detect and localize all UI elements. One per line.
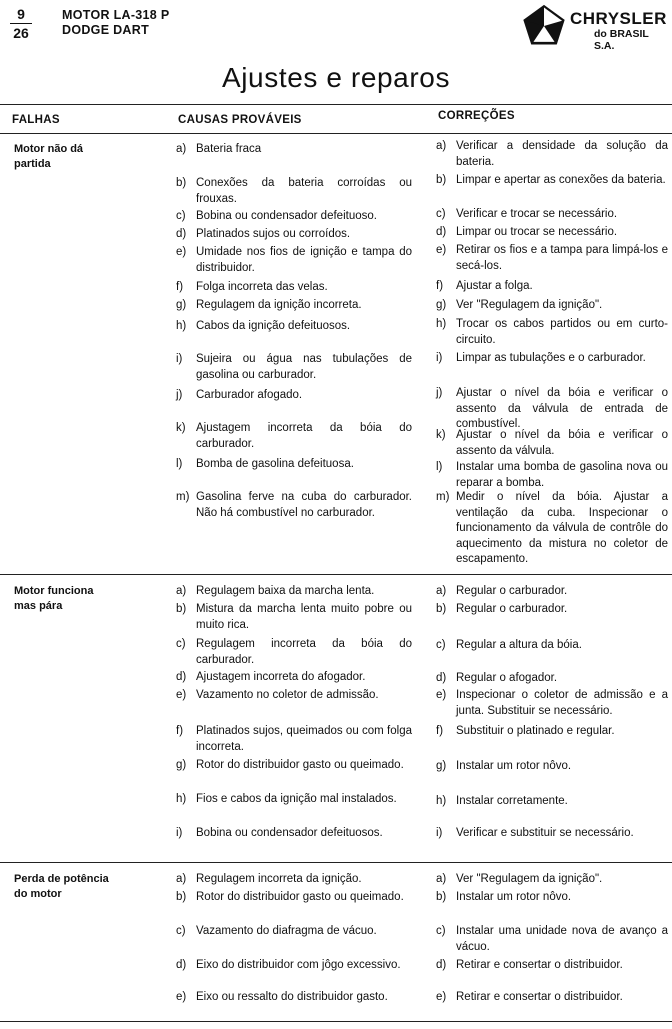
header-rule-top [0,104,672,105]
causa-item-key: i) [176,827,183,839]
causa-item-text: Regulagem baixa da marcha lenta. [196,585,375,597]
causa-item-text: Eixo ou ressalto do distribuidor gasto. [196,991,388,1003]
column-header-correcoes: CORREÇÕES [438,110,515,122]
correcao-item-text: Retirar os fios e a tampa para limpá-los e secá-los. [456,244,668,272]
causa-item-key: f) [176,725,184,737]
correcao-item-key: a) [436,585,447,597]
correcao-item [436,724,668,740]
correcao-item [436,139,668,170]
correcao-item [436,794,668,810]
correcao-item [436,584,668,600]
causa-item-key: e) [176,991,187,1003]
causa-item-text: Vazamento no coletor de admissão. [196,689,379,701]
causa-item-key: d) [176,671,187,683]
causa-item-text: Fios e cabos da ignição mal instalados. [196,793,397,805]
correcao-item-text: Medir o nível da bóia. Ajustar a ventilação da cuba. Inspecionar o funcionamento da válvula de contrôle do aquecimento da mistura no coletor de escapamento. [456,491,668,565]
correcao-item-key: l) [436,461,443,473]
correcao-item-text: Regular o carburador. [456,585,568,597]
header-line2: DODGE DART [62,23,150,37]
correcao-item [436,890,668,906]
causa-item-key: g) [176,759,187,771]
causa-item-key: b) [176,603,187,615]
correcao-item [436,460,668,491]
correcao-item-text: Ajustar o nível da bóia e verificar o assento da válvula de entrada de combustível. [456,387,668,430]
correcao-item-key: i) [436,352,443,364]
causa-item-text: Ajustagem incorreta da bóia do carburador. [196,422,412,450]
pentastar-logo-icon [522,4,566,48]
falha-label: Motor funciona mas pára [14,585,94,612]
causa-item-key: c) [176,925,186,937]
causa-item [176,209,412,225]
page-number-bottom: 26 [13,25,29,41]
correcao-item-key: g) [436,299,447,311]
correcao-item-text: Instalar uma bomba de gasolina nova ou reparar a bomba. [456,461,668,489]
causa-item-text: Mistura da marcha lenta muito pobre ou muito rica. [196,603,412,631]
causa-item-key: a) [176,585,187,597]
causa-item-key: c) [176,638,186,650]
causa-item [176,958,412,974]
correcao-item [436,872,668,888]
correcao-item [436,173,668,189]
correcao-item-key: k) [436,429,446,441]
correcao-item [436,386,668,433]
correcao-item-text: Ver "Regulagem da ignição". [456,299,603,311]
causa-item [176,176,412,207]
correcao-item [436,759,668,775]
correcao-item [436,490,668,568]
causa-item-text: Carburador afogado. [196,389,303,401]
causa-item [176,724,412,755]
brand-name: CHRYSLER [570,9,667,28]
correcao-item-text: Inspecionar o coletor de admissão e a junta. Substituir se necessário. [456,689,668,717]
correcao-item [436,924,668,955]
causa-item-key: c) [176,210,186,222]
correcao-item [436,225,668,241]
correcao-item [436,279,668,295]
causa-item-key: k) [176,422,186,434]
correcao-item [436,298,668,314]
correcao-item-key: a) [436,873,447,885]
causa-item-text: Bateria fraca [196,143,262,155]
causa-item-text: Bobina ou condensador defeituoso. [196,210,377,222]
causa-item-text: Ajustagem incorreta do afogador. [196,671,366,683]
correcao-item-key: j) [436,387,443,399]
causa-item-key: e) [176,246,187,258]
column-header-falhas: FALHAS [12,114,60,126]
causa-item-key: h) [176,793,187,805]
correcao-item-text: Instalar corretamente. [456,795,568,807]
section-rule-3 [0,1021,672,1022]
causa-item [176,990,412,1006]
correcao-item-key: d) [436,959,447,971]
causa-item-text: Platinados sujos, queimados ou com folga incorreta. [196,725,412,753]
correcao-item-text: Ver "Regulagem da ignição". [456,873,603,885]
header-rule-bottom [0,133,672,134]
correcao-item-key: i) [436,827,443,839]
header-line1: MOTOR LA-318 P [62,8,170,22]
correcao-item-text: Ajustar a folga. [456,280,533,292]
causa-item-key: h) [176,320,187,332]
page-title: Ajustes e reparos [221,62,451,93]
column-header-causas: CAUSAS PROVÁVEIS [178,114,302,126]
causa-item [176,637,412,668]
causa-item-text: Eixo do distribuidor com jôgo excessivo. [196,959,401,971]
causa-item [176,490,412,521]
correcao-item [436,602,668,618]
causa-item [176,924,412,940]
causa-item-key: b) [176,891,187,903]
correcao-item-key: f) [436,280,444,292]
causa-item-text: Regulagem da ignição incorreta. [196,299,362,311]
causa-item [176,280,412,296]
causa-item-key: a) [176,143,187,155]
correcao-item [436,317,668,348]
causa-item-text: Regulagem incorreta da ignição. [196,873,362,885]
correcao-item-key: h) [436,795,447,807]
correcao-item-key: e) [436,689,447,701]
causa-item [176,457,412,473]
falha-label: Perda de potência do motor [14,873,109,900]
causa-item-key: b) [176,177,187,189]
causa-item [176,245,412,276]
correcao-item-key: e) [436,244,447,256]
causa-item-text: Gasolina ferve na cuba do carburador. Não há combustível no carburador. [196,491,412,519]
correcao-item-text: Substituir o platinado e regular. [456,725,615,737]
causa-item-key: a) [176,873,187,885]
page-number [10,6,32,41]
correcao-item-text: Regular a altura da bóia. [456,639,582,651]
causa-item-key: e) [176,689,187,701]
correcao-item [436,688,668,719]
correcao-item-key: a) [436,140,447,152]
correcao-item-text: Trocar os cabos partidos ou em curto-circuito. [456,318,668,346]
correcao-item [436,638,668,654]
correcao-item-key: c) [436,639,446,651]
correcao-item-text: Verificar e substituir se necessário. [456,827,634,839]
causa-item [176,319,412,335]
correcao-item-key: g) [436,760,447,772]
causa-item-key: f) [176,281,184,293]
causa-item [176,890,412,906]
causa-item [176,792,412,808]
brand [522,4,668,52]
header-title [62,8,169,38]
causa-item [176,227,412,243]
causa-item-text: Cabos da ignição defeituosos. [196,320,351,332]
correcao-item-key: m) [436,491,450,503]
falha-label: Motor não dá partida [14,143,84,170]
causa-item-key: l) [176,458,183,470]
causa-item [176,688,412,704]
correcao-item-text: Retirar e consertar o distribuidor. [456,991,623,1003]
correcao-item-text: Regular o carburador. [456,603,568,615]
correcao-item-key: c) [436,208,446,220]
causa-item-text: Bobina ou condensador defeituosos. [196,827,383,839]
causa-item-text: Regulagem incorreta da bóia do carburador. [196,638,412,666]
correcao-item-key: c) [436,925,446,937]
correcao-item-key: b) [436,174,447,186]
correcao-item-key: d) [436,226,447,238]
correcao-item [436,243,668,274]
causa-item-text: Rotor do distribuidor gasto ou queimado. [196,891,404,903]
causa-item [176,872,412,888]
page-number-top: 9 [17,6,25,22]
correcao-item-key: e) [436,991,447,1003]
brand-subtitle: do BRASIL S.A. [594,28,649,52]
causa-item [176,584,412,600]
correcao-item-text: Limpar ou trocar se necessário. [456,226,618,238]
correcao-item [436,671,668,687]
correcao-item-text: Ajustar o nível da bóia e verificar o assento da válvula. [456,429,668,457]
correcao-item [436,428,668,459]
correcao-item-text: Retirar e consertar o distribuidor. [456,959,623,971]
section-rule-2 [0,862,672,863]
causa-item-key: i) [176,353,183,365]
correcao-item-key: b) [436,603,447,615]
correcao-item-text: Limpar e apertar as conexões da bateria. [456,174,666,186]
correcao-item-text: Verificar e trocar se necessário. [456,208,618,220]
causa-item [176,352,412,383]
causa-item [176,388,412,404]
correcao-item-text: Regular o afogador. [456,672,558,684]
correcao-item-text: Instalar um rotor nôvo. [456,760,572,772]
causa-item-key: j) [176,389,183,401]
causa-item-key: d) [176,228,187,240]
causa-item-text: Conexões da bateria corroídas ou frouxas. [196,177,412,205]
causa-item [176,670,412,686]
page-number-rule [10,23,32,24]
causa-item [176,421,412,452]
causa-item-text: Folga incorreta das velas. [196,281,328,293]
causa-item-key: m) [176,491,190,503]
section-rule-1 [0,574,672,575]
causa-item [176,758,412,774]
causa-item-key: d) [176,959,187,971]
correcao-item-key: f) [436,725,444,737]
causa-item-text: Bomba de gasolina defeituosa. [196,458,354,470]
causa-item-text: Umidade nos fios de ignição e tampa do distribuidor. [196,246,412,274]
correcao-item-key: b) [436,891,447,903]
causa-item-text: Sujeira ou água nas tubulações de gasolina ou carburador. [196,353,412,381]
correcao-item [436,351,668,367]
causa-item [176,826,412,842]
correcao-item-key: d) [436,672,447,684]
causa-item [176,602,412,633]
causa-item-text: Vazamento do diafragma de vácuo. [196,925,377,937]
correcao-item [436,990,668,1006]
causa-item [176,298,412,314]
correcao-item-text: Verificar a densidade da solução da bateria. [456,140,668,168]
correcao-item-key: h) [436,318,447,330]
correcao-item [436,207,668,223]
correcao-item-text: Instalar uma unidade nova de avanço a vácuo. [456,925,668,953]
causa-item-key: g) [176,299,187,311]
causa-item [176,142,412,158]
correcao-item [436,958,668,974]
causa-item-text: Rotor do distribuidor gasto ou queimado. [196,759,404,771]
correcao-item-text: Limpar as tubulações e o carburador. [456,352,646,364]
causa-item-text: Platinados sujos ou corroídos. [196,228,351,240]
correcao-item-text: Instalar um rotor nôvo. [456,891,572,903]
correcao-item [436,826,668,842]
